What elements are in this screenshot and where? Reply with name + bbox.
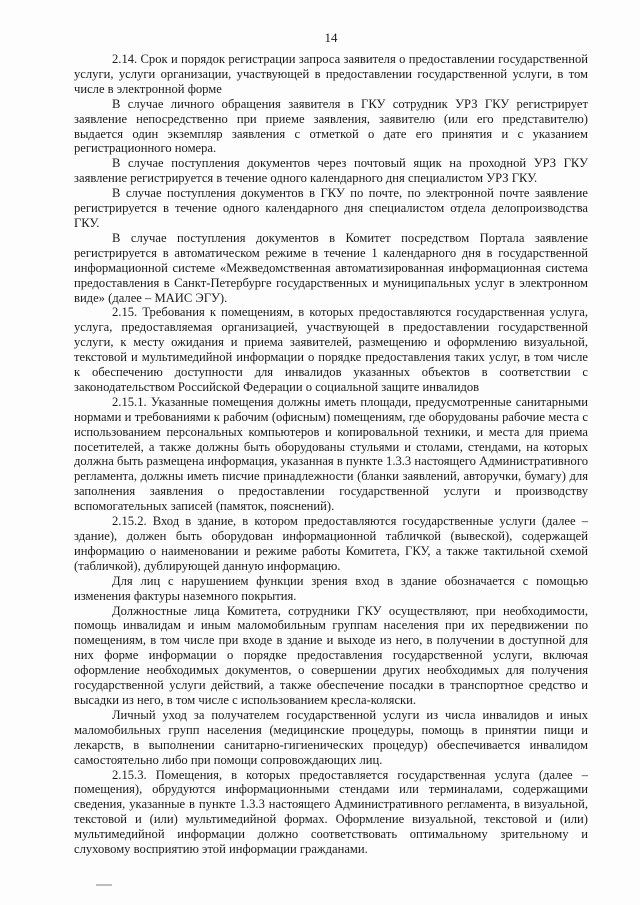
paragraph-vision-impaired: Для лиц с нарушением функции зрения вход в здание обозначается с помощью изменения фактуры наземного покрытия. [74,573,588,603]
paragraph-2-15-1: 2.15.1. Указанные помещения должны иметь площади, предусмотренные санитарными нормами и требованиями к рабочим (офисным) помещениям, где оборудованы рабочие места с использованием персональных компьютеров и копировальной техники, и места для приема посетителей, а также должны быть оборудованы стульями и столами, стендами, на которых должна быть размещена информация, указанная в пункте 1.3.3 настоящего Административного регламента, должны иметь писчие принадлежности (бланки заявлений, авторучки, бумагу) для заполнения заявления о предоставлении государственной услуги и производству вспомогательных записей (памяток, пояснений). [74,394,588,514]
page-number: 14 [324,30,338,45]
paragraph-personal-visit: В случае личного обращения заявителя в ГКУ сотрудник УРЗ ГКУ регистрирует заявление непосредственно при приеме заявления, заявителю (или его представителю) выдается один экземпляр заявления с отметкой о дате его принятия и с указанием регистрационного номера. [74,96,588,156]
paragraph-2-15-2: 2.15.2. Вход в здание, в котором предоставляются государственные услуги (далее – здание), должен быть оборудован информационной табличкой (вывеской), содержащей информацию о наименовании и режиме работы Комитета, ГКУ, а также тактильной схемой (табличкой), дублирующей данную информацию. [74,514,588,573]
paragraph-personal-care: Личный уход за получателем государственной услуги из числа инвалидов и иных маломобильных групп населения (медицинские процедуры, помощь в принятии пищи и лекарств, в выполнении санитарно-гигиенических процедур) обеспечивается инвалидом самостоятельно либо при помощи сопровождающих лиц. [74,707,588,767]
scan-mark [96,884,112,886]
paragraph-2-15-heading: 2.15. Требования к помещениям, в которых предоставляются государственная услуга, услуга, предоставляемая организацией, участвующей в предоставлении государственной услуги, к месту ожидания и приема заявителей, размещению и оформлению визуальной, текстовой и мультимедийной информации о порядке предоставления таких услуг, в том числе к обеспечению доступности для инвалидов указанных объектов в соответствии с законодательством Российской Федерации о социальной защите инвалидов [74,305,588,394]
paragraph-post-email: В случае поступления документов в ГКУ по почте, по электронной почте заявление регистрируется в течение одного календарного дня специалистом отдела делопроизводства ГКУ. [74,186,588,230]
paragraph-staff-assistance: Должностные лица Комитета, сотрудники ГКУ осуществляют, при необходимости, помощь инвалидам и иным маломобильным группам населения при их передвижении по помещениям, в том числе при входе в здание и выходе из него, в получении в доступной для них форме информации о порядке предоставления государственной услуги, включая оформление необходимых документов, о совершении других необходимых для получения государственной услуги действий, а также обеспечение посадки в транспортное средство и высадки из него, в том числе с использованием кресла-коляски. [74,603,588,707]
paragraph-portal: В случае поступления документов в Комитет посредством Портала заявление регистрируется в автоматическом режиме в течение 1 календарного дня в государственной информационной системе «Межведомственная автоматизированная информационная система предоставления в Санкт-Петербурге государственных и муниципальных услуг в электронном виде» (далее – МАИС ЭГУ). [74,230,588,305]
paragraph-mailbox: В случае поступления документов через почтовый ящик на проходной УРЗ ГКУ заявление регистрируется в течение одного календарного дня специалистом УРЗ ГКУ. [74,156,588,186]
paragraph-2-14-heading: 2.14. Срок и порядок регистрации запроса заявителя о предоставлении государственной услуги, услуги организации, участвующей в предоставлении государственной услуги, в том числе в электронной форме [74,52,588,96]
paragraph-2-15-3: 2.15.3. Помещения, в которых предоставляется государственная услуга (далее – помещения), обрудуются информационными стендами или терминалами, содержащими сведения, указанные в пункте 1.3.3 настоящего Административного регламента, в визуальной, текстовой и (или) мультимедийной формах. Оформление визуальной, текстовой и (или) мультимедийной информации должно соответствовать оптимальному зрительному и слуховому восприятию этой информации гражданами. [74,767,588,857]
